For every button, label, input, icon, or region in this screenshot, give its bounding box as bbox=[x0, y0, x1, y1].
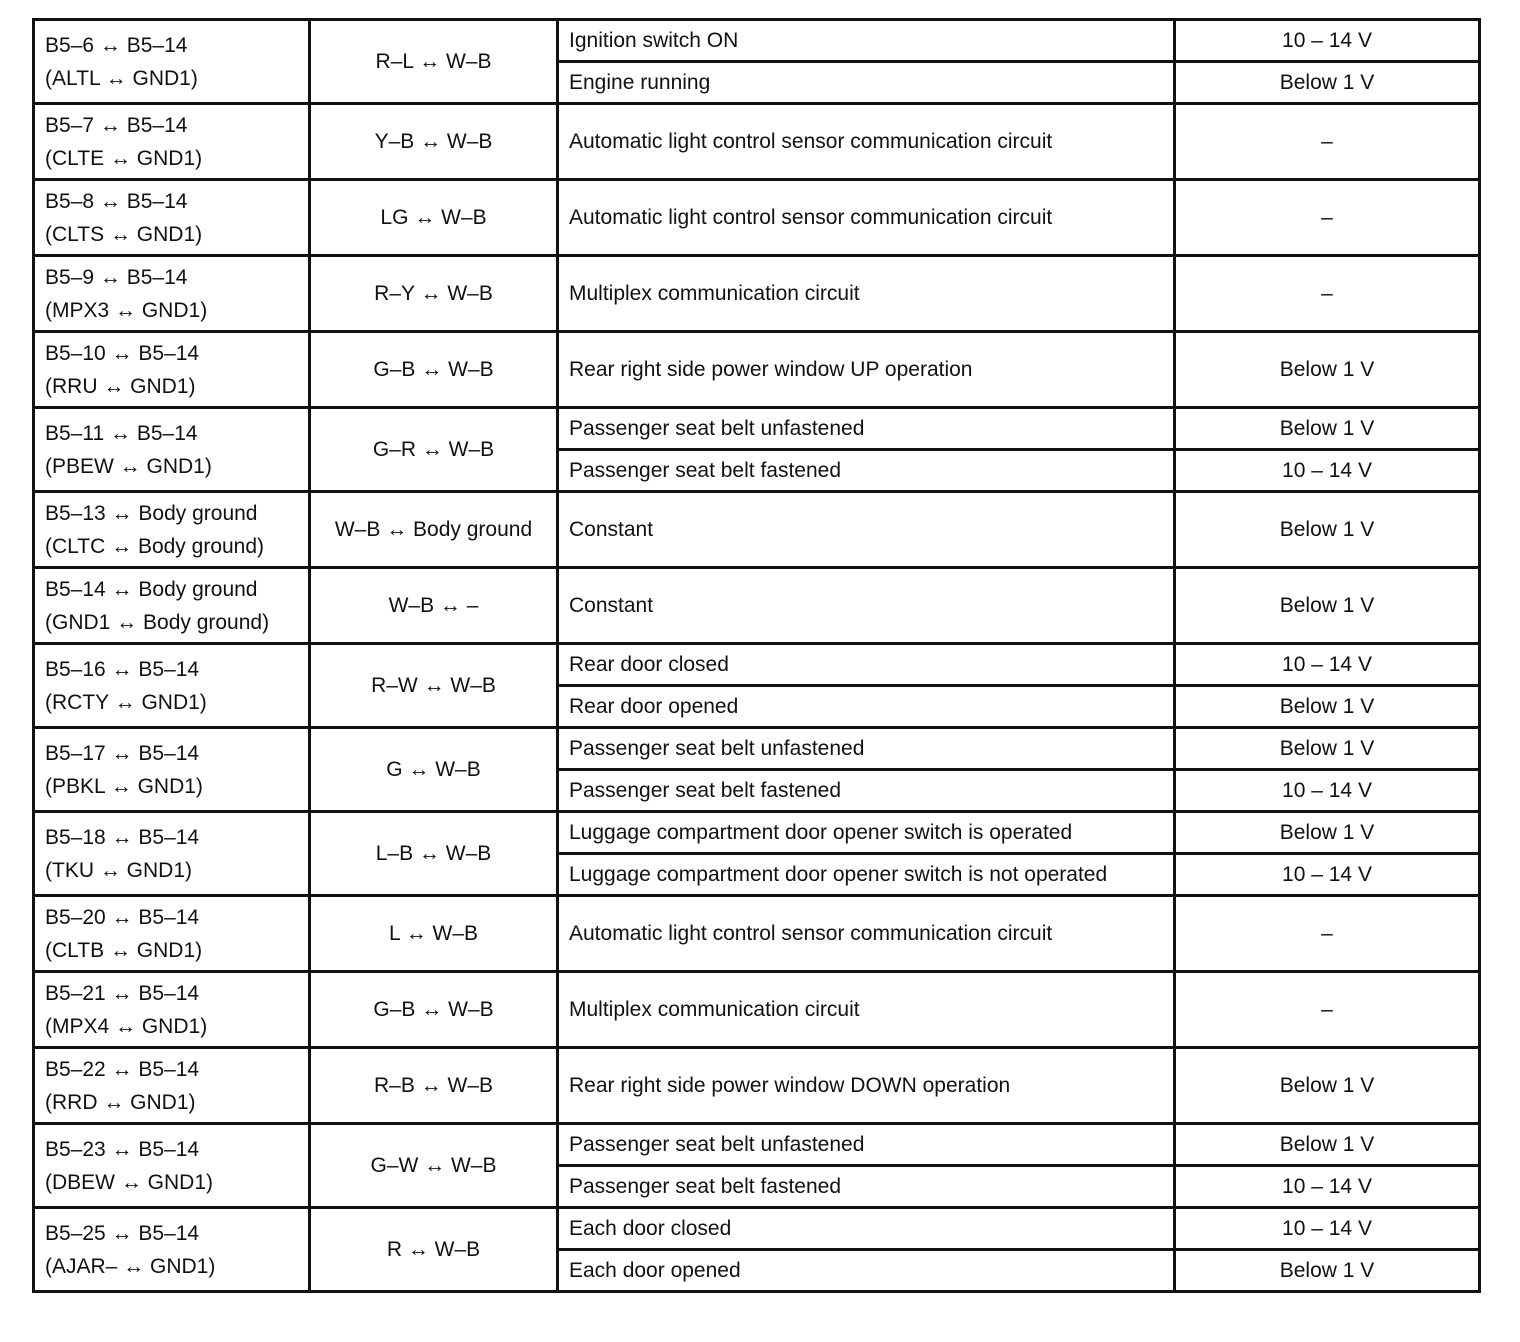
condition-cell: Rear door opened bbox=[558, 686, 1175, 728]
condition-cell: Luggage compartment door opener switch is operated bbox=[558, 812, 1175, 854]
terminal-symbol: (CLTE ↔ GND1) bbox=[45, 146, 203, 170]
table-row bbox=[34, 568, 1480, 644]
spec-cell: 10 – 14 V bbox=[1175, 20, 1480, 62]
terminal-label: B5–7 ↔ B5–14 bbox=[45, 113, 188, 137]
terminal-symbol: (DBEW ↔ GND1) bbox=[45, 1170, 213, 1194]
terminal-cell bbox=[34, 1208, 310, 1292]
terminal-symbol: (PBKL ↔ GND1) bbox=[45, 774, 203, 798]
terminal-label: B5–9 ↔ B5–14 bbox=[45, 265, 188, 289]
terminal-label: B5–25 ↔ B5–14 bbox=[45, 1221, 200, 1245]
spec-cell: Below 1 V bbox=[1175, 62, 1480, 104]
condition-cell: Automatic light control sensor communication circuit bbox=[558, 104, 1175, 180]
wire-color-cell: G–B ↔ W–B bbox=[310, 332, 558, 408]
spec-cell: Below 1 V bbox=[1175, 408, 1480, 450]
condition-cell: Rear right side power window DOWN operation bbox=[558, 1048, 1175, 1124]
terminal-cell bbox=[34, 568, 310, 644]
table-row bbox=[34, 20, 1480, 62]
terminal-symbol: (ALTL ↔ GND1) bbox=[45, 66, 198, 90]
wire-color-cell: G–W ↔ W–B bbox=[310, 1124, 558, 1208]
condition-cell: Engine running bbox=[558, 62, 1175, 104]
spec-cell: Below 1 V bbox=[1175, 492, 1480, 568]
table-row bbox=[34, 1208, 1480, 1250]
wire-color-cell: G–B ↔ W–B bbox=[310, 972, 558, 1048]
condition-cell: Passenger seat belt unfastened bbox=[558, 1124, 1175, 1166]
terminal-cell bbox=[34, 492, 310, 568]
terminal-label: B5–17 ↔ B5–14 bbox=[45, 741, 200, 765]
condition-cell: Passenger seat belt unfastened bbox=[558, 728, 1175, 770]
condition-cell: Constant bbox=[558, 568, 1175, 644]
terminal-cell bbox=[34, 332, 310, 408]
spec-cell: 10 – 14 V bbox=[1175, 644, 1480, 686]
wire-color-cell: W–B ↔ – bbox=[310, 568, 558, 644]
table-row bbox=[34, 896, 1480, 972]
condition-cell: Luggage compartment door opener switch is not operated bbox=[558, 854, 1175, 896]
condition-cell: Automatic light control sensor communication circuit bbox=[558, 896, 1175, 972]
spec-cell: Below 1 V bbox=[1175, 728, 1480, 770]
spec-cell: Below 1 V bbox=[1175, 686, 1480, 728]
terminal-cell bbox=[34, 1124, 310, 1208]
spec-cell: – bbox=[1175, 972, 1480, 1048]
terminal-label: B5–6 ↔ B5–14 bbox=[45, 33, 188, 57]
spec-cell: Below 1 V bbox=[1175, 812, 1480, 854]
wire-color-cell: R–B ↔ W–B bbox=[310, 1048, 558, 1124]
terminal-cell bbox=[34, 104, 310, 180]
wire-color-cell: G–R ↔ W–B bbox=[310, 408, 558, 492]
terminal-symbol: (CLTB ↔ GND1) bbox=[45, 938, 203, 962]
spec-cell: 10 – 14 V bbox=[1175, 854, 1480, 896]
condition-cell: Rear right side power window UP operation bbox=[558, 332, 1175, 408]
terminal-symbol: (AJAR– ↔ GND1) bbox=[45, 1254, 216, 1278]
spec-cell: – bbox=[1175, 256, 1480, 332]
condition-cell: Ignition switch ON bbox=[558, 20, 1175, 62]
terminal-cell bbox=[34, 896, 310, 972]
wire-color-cell: R–W ↔ W–B bbox=[310, 644, 558, 728]
terminal-symbol: (RRU ↔ GND1) bbox=[45, 374, 196, 398]
condition-cell: Multiplex communication circuit bbox=[558, 972, 1175, 1048]
spec-cell: Below 1 V bbox=[1175, 568, 1480, 644]
table-row bbox=[34, 1048, 1480, 1124]
condition-cell: Each door opened bbox=[558, 1250, 1175, 1292]
table-row bbox=[34, 408, 1480, 450]
wire-color-cell: LG ↔ W–B bbox=[310, 180, 558, 256]
table-row bbox=[34, 332, 1480, 408]
condition-cell: Rear door closed bbox=[558, 644, 1175, 686]
wire-color-cell: W–B ↔ Body ground bbox=[310, 492, 558, 568]
terminal-cell bbox=[34, 972, 310, 1048]
terminal-symbol: (CLTC ↔ Body ground) bbox=[45, 534, 265, 558]
terminal-symbol: (TKU ↔ GND1) bbox=[45, 858, 192, 882]
condition-cell: Passenger seat belt fastened bbox=[558, 1166, 1175, 1208]
spec-cell: 10 – 14 V bbox=[1175, 450, 1480, 492]
wire-color-cell: R–L ↔ W–B bbox=[310, 20, 558, 104]
spec-cell: 10 – 14 V bbox=[1175, 1166, 1480, 1208]
condition-cell: Multiplex communication circuit bbox=[558, 256, 1175, 332]
terminal-symbol: (GND1 ↔ Body ground) bbox=[45, 610, 270, 634]
table-row bbox=[34, 104, 1480, 180]
table-row bbox=[34, 1124, 1480, 1166]
terminal-cell bbox=[34, 1048, 310, 1124]
terminal-cell bbox=[34, 20, 310, 104]
condition-cell: Automatic light control sensor communication circuit bbox=[558, 180, 1175, 256]
terminal-symbol: (MPX3 ↔ GND1) bbox=[45, 298, 208, 322]
table-row bbox=[34, 644, 1480, 686]
condition-cell: Passenger seat belt fastened bbox=[558, 770, 1175, 812]
terminal-label: B5–23 ↔ B5–14 bbox=[45, 1137, 200, 1161]
wire-color-cell: Y–B ↔ W–B bbox=[310, 104, 558, 180]
table-row bbox=[34, 256, 1480, 332]
terminal-symbol: (CLTS ↔ GND1) bbox=[45, 222, 203, 246]
table-row bbox=[34, 812, 1480, 854]
terminal-cell bbox=[34, 728, 310, 812]
spec-cell: Below 1 V bbox=[1175, 1250, 1480, 1292]
spec-cell: – bbox=[1175, 104, 1480, 180]
spec-cell: Below 1 V bbox=[1175, 1124, 1480, 1166]
condition-cell: Constant bbox=[558, 492, 1175, 568]
table-body bbox=[34, 20, 1480, 1292]
terminal-label: B5–20 ↔ B5–14 bbox=[45, 905, 200, 929]
terminal-label: B5–10 ↔ B5–14 bbox=[45, 341, 200, 365]
condition-cell: Passenger seat belt unfastened bbox=[558, 408, 1175, 450]
table-row bbox=[34, 492, 1480, 568]
terminal-cell bbox=[34, 408, 310, 492]
terminal-symbol: (RRD ↔ GND1) bbox=[45, 1090, 196, 1114]
terminal-label: B5–21 ↔ B5–14 bbox=[45, 981, 200, 1005]
table-row bbox=[34, 972, 1480, 1048]
table-row bbox=[34, 180, 1480, 256]
terminal-cell bbox=[34, 812, 310, 896]
terminal-voltage-table bbox=[32, 18, 1481, 1293]
wire-color-cell: L ↔ W–B bbox=[310, 896, 558, 972]
spec-cell: Below 1 V bbox=[1175, 1048, 1480, 1124]
spec-cell: – bbox=[1175, 896, 1480, 972]
table-container bbox=[32, 18, 1481, 1293]
terminal-label: B5–18 ↔ B5–14 bbox=[45, 825, 200, 849]
terminal-cell bbox=[34, 644, 310, 728]
spec-cell: – bbox=[1175, 180, 1480, 256]
terminal-cell bbox=[34, 180, 310, 256]
terminal-label: B5–14 ↔ Body ground bbox=[45, 577, 258, 601]
wire-color-cell: R ↔ W–B bbox=[310, 1208, 558, 1292]
wire-color-cell: L–B ↔ W–B bbox=[310, 812, 558, 896]
wire-color-cell: G ↔ W–B bbox=[310, 728, 558, 812]
spec-cell: 10 – 14 V bbox=[1175, 1208, 1480, 1250]
terminal-label: B5–13 ↔ Body ground bbox=[45, 501, 258, 525]
terminal-symbol: (PBEW ↔ GND1) bbox=[45, 454, 212, 478]
terminal-symbol: (RCTY ↔ GND1) bbox=[45, 690, 207, 714]
wire-color-cell: R–Y ↔ W–B bbox=[310, 256, 558, 332]
terminal-cell bbox=[34, 256, 310, 332]
terminal-label: B5–22 ↔ B5–14 bbox=[45, 1057, 200, 1081]
spec-cell: 10 – 14 V bbox=[1175, 770, 1480, 812]
condition-cell: Each door closed bbox=[558, 1208, 1175, 1250]
terminal-label: B5–11 ↔ B5–14 bbox=[45, 421, 198, 445]
terminal-label: B5–8 ↔ B5–14 bbox=[45, 189, 188, 213]
table-row bbox=[34, 728, 1480, 770]
terminal-label: B5–16 ↔ B5–14 bbox=[45, 657, 200, 681]
condition-cell: Passenger seat belt fastened bbox=[558, 450, 1175, 492]
terminal-symbol: (MPX4 ↔ GND1) bbox=[45, 1014, 208, 1038]
spec-cell: Below 1 V bbox=[1175, 332, 1480, 408]
